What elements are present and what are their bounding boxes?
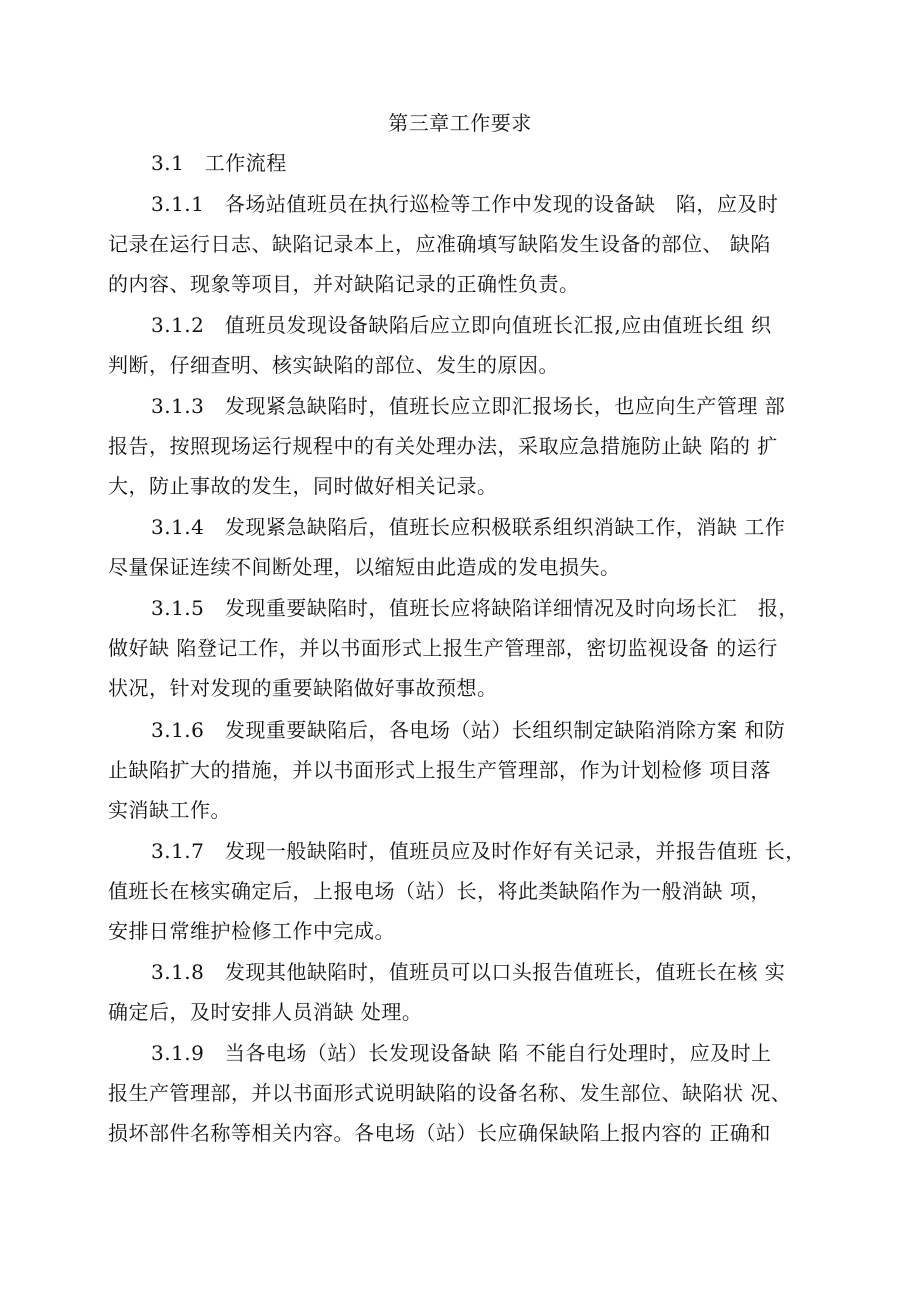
paragraph-number: 3.1.7 [151, 839, 205, 863]
paragraph-3-1-8-line-1 [151, 957, 785, 987]
paragraph-3-1-5-line-3: 状况，针对发现的重要缺陷做好事故预想。 [108, 676, 498, 700]
paragraph-3-1-4-line-2: 尽量保证连续不间断处理，以缩短由此造成的发电损失。 [108, 555, 621, 579]
paragraph-text: 当各电场（站）长发现设备缺 陷 不能自行处理时，应及时上 [224, 1041, 772, 1065]
paragraph-3-1-7-line-1 [151, 836, 806, 866]
paragraph-3-1-5-line-2: 做好缺 陷登记工作，并以书面形式上报生产管理部，密切监视设备 的运行 [108, 636, 778, 660]
paragraph-3-1-6-line-1 [151, 715, 785, 745]
paragraph-text: 发现紧急缺陷后，值班长应积极联系组织消缺工作，消缺 工作 [224, 515, 786, 539]
paragraph-3-1-8-line-2: 确定后，及时安排人员消缺 处理。 [108, 1000, 423, 1024]
paragraph-number: 3.1.6 [151, 718, 205, 742]
paragraph-text: 各场站值班员在执行巡检等工作中发现的设备缺 陷，应及时 [224, 192, 779, 216]
section-heading: 3.1 工作流程 [151, 151, 287, 175]
paragraph-number: 3.1.3 [151, 394, 205, 418]
paragraph-3-1-3-line-1 [151, 391, 785, 421]
paragraph-3-1-1-line-3: 的内容、现象等项目，并对缺陷记录的正确性负责。 [108, 272, 580, 296]
paragraph-3-1-4-line-1 [151, 512, 785, 542]
chapter-title: 第三章工作要求 [388, 111, 532, 135]
paragraph-3-1-3-line-3: 大，防止事故的发生，同时做好相关记录。 [108, 474, 498, 498]
paragraph-text: 值班员发现设备缺陷后应立即向值班长汇报,应由值班长组 织 [224, 313, 772, 337]
paragraph-3-1-1-line-2: 记录在运行日志、缺陷记录本上，应准确填写缺陷发生设备的部位、 缺陷 [108, 232, 771, 256]
paragraph-text: 发现重要缺陷时，值班长应将缺陷详细情况及时向场长汇 报， [224, 596, 799, 620]
paragraph-3-1-3-line-2: 报告，按照现场运行规程中的有关处理办法，采取应急措施防止缺 陷的 扩 [108, 434, 778, 458]
paragraph-3-1-5-line-1 [151, 593, 799, 623]
paragraph-3-1-6-line-3: 实消缺工作。 [108, 798, 231, 822]
paragraph-number: 3.1.4 [151, 515, 205, 539]
paragraph-3-1-6-line-2: 止缺陷扩大的措施，并以书面形式上报生产管理部，作为计划检修 项目落 [108, 758, 771, 782]
paragraph-text: 发现重要缺陷后，各电场（站）长组织制定缺陷消除方案 和防 [224, 718, 786, 742]
paragraph-3-1-2-line-1 [151, 310, 772, 340]
paragraph-3-1-2-line-2: 判断，仔细查明、核实缺陷的部位、发生的原因。 [108, 353, 559, 377]
paragraph-3-1-7-line-3: 安排日常维护检修工作中完成。 [108, 919, 395, 943]
paragraph-3-1-9-line-1 [151, 1038, 772, 1068]
paragraph-3-1-7-line-2: 值班长在核实确定后，上报电场（站）长，将此类缺陷作为一般消缺 项， [108, 879, 771, 903]
paragraph-text: 发现紧急缺陷时，值班长应立即汇报场长，也应向生产管理 部 [224, 394, 786, 418]
paragraph-number: 3.1.2 [151, 313, 205, 337]
paragraph-number: 3.1.8 [151, 960, 205, 984]
paragraph-3-1-9-line-2: 报生产管理部，并以书面形式说明缺陷的设备名称、发生部位、缺陷状 况、 [108, 1081, 792, 1105]
paragraph-number: 3.1.1 [151, 192, 205, 216]
paragraph-3-1-1-line-1 [151, 189, 778, 219]
paragraph-text: 发现其他缺陷时，值班员可以口头报告值班长，值班长在核 实 [224, 960, 786, 984]
paragraph-3-1-9-line-3: 损坏部件名称等相关内容。各电场（站）长应确保缺陷上报内容的 正确和 [108, 1121, 771, 1145]
paragraph-number: 3.1.9 [151, 1041, 205, 1065]
paragraph-number: 3.1.5 [151, 596, 205, 620]
paragraph-text: 发现一般缺陷时，值班员应及时作好有关记录，并报告值班 长， [224, 839, 806, 863]
